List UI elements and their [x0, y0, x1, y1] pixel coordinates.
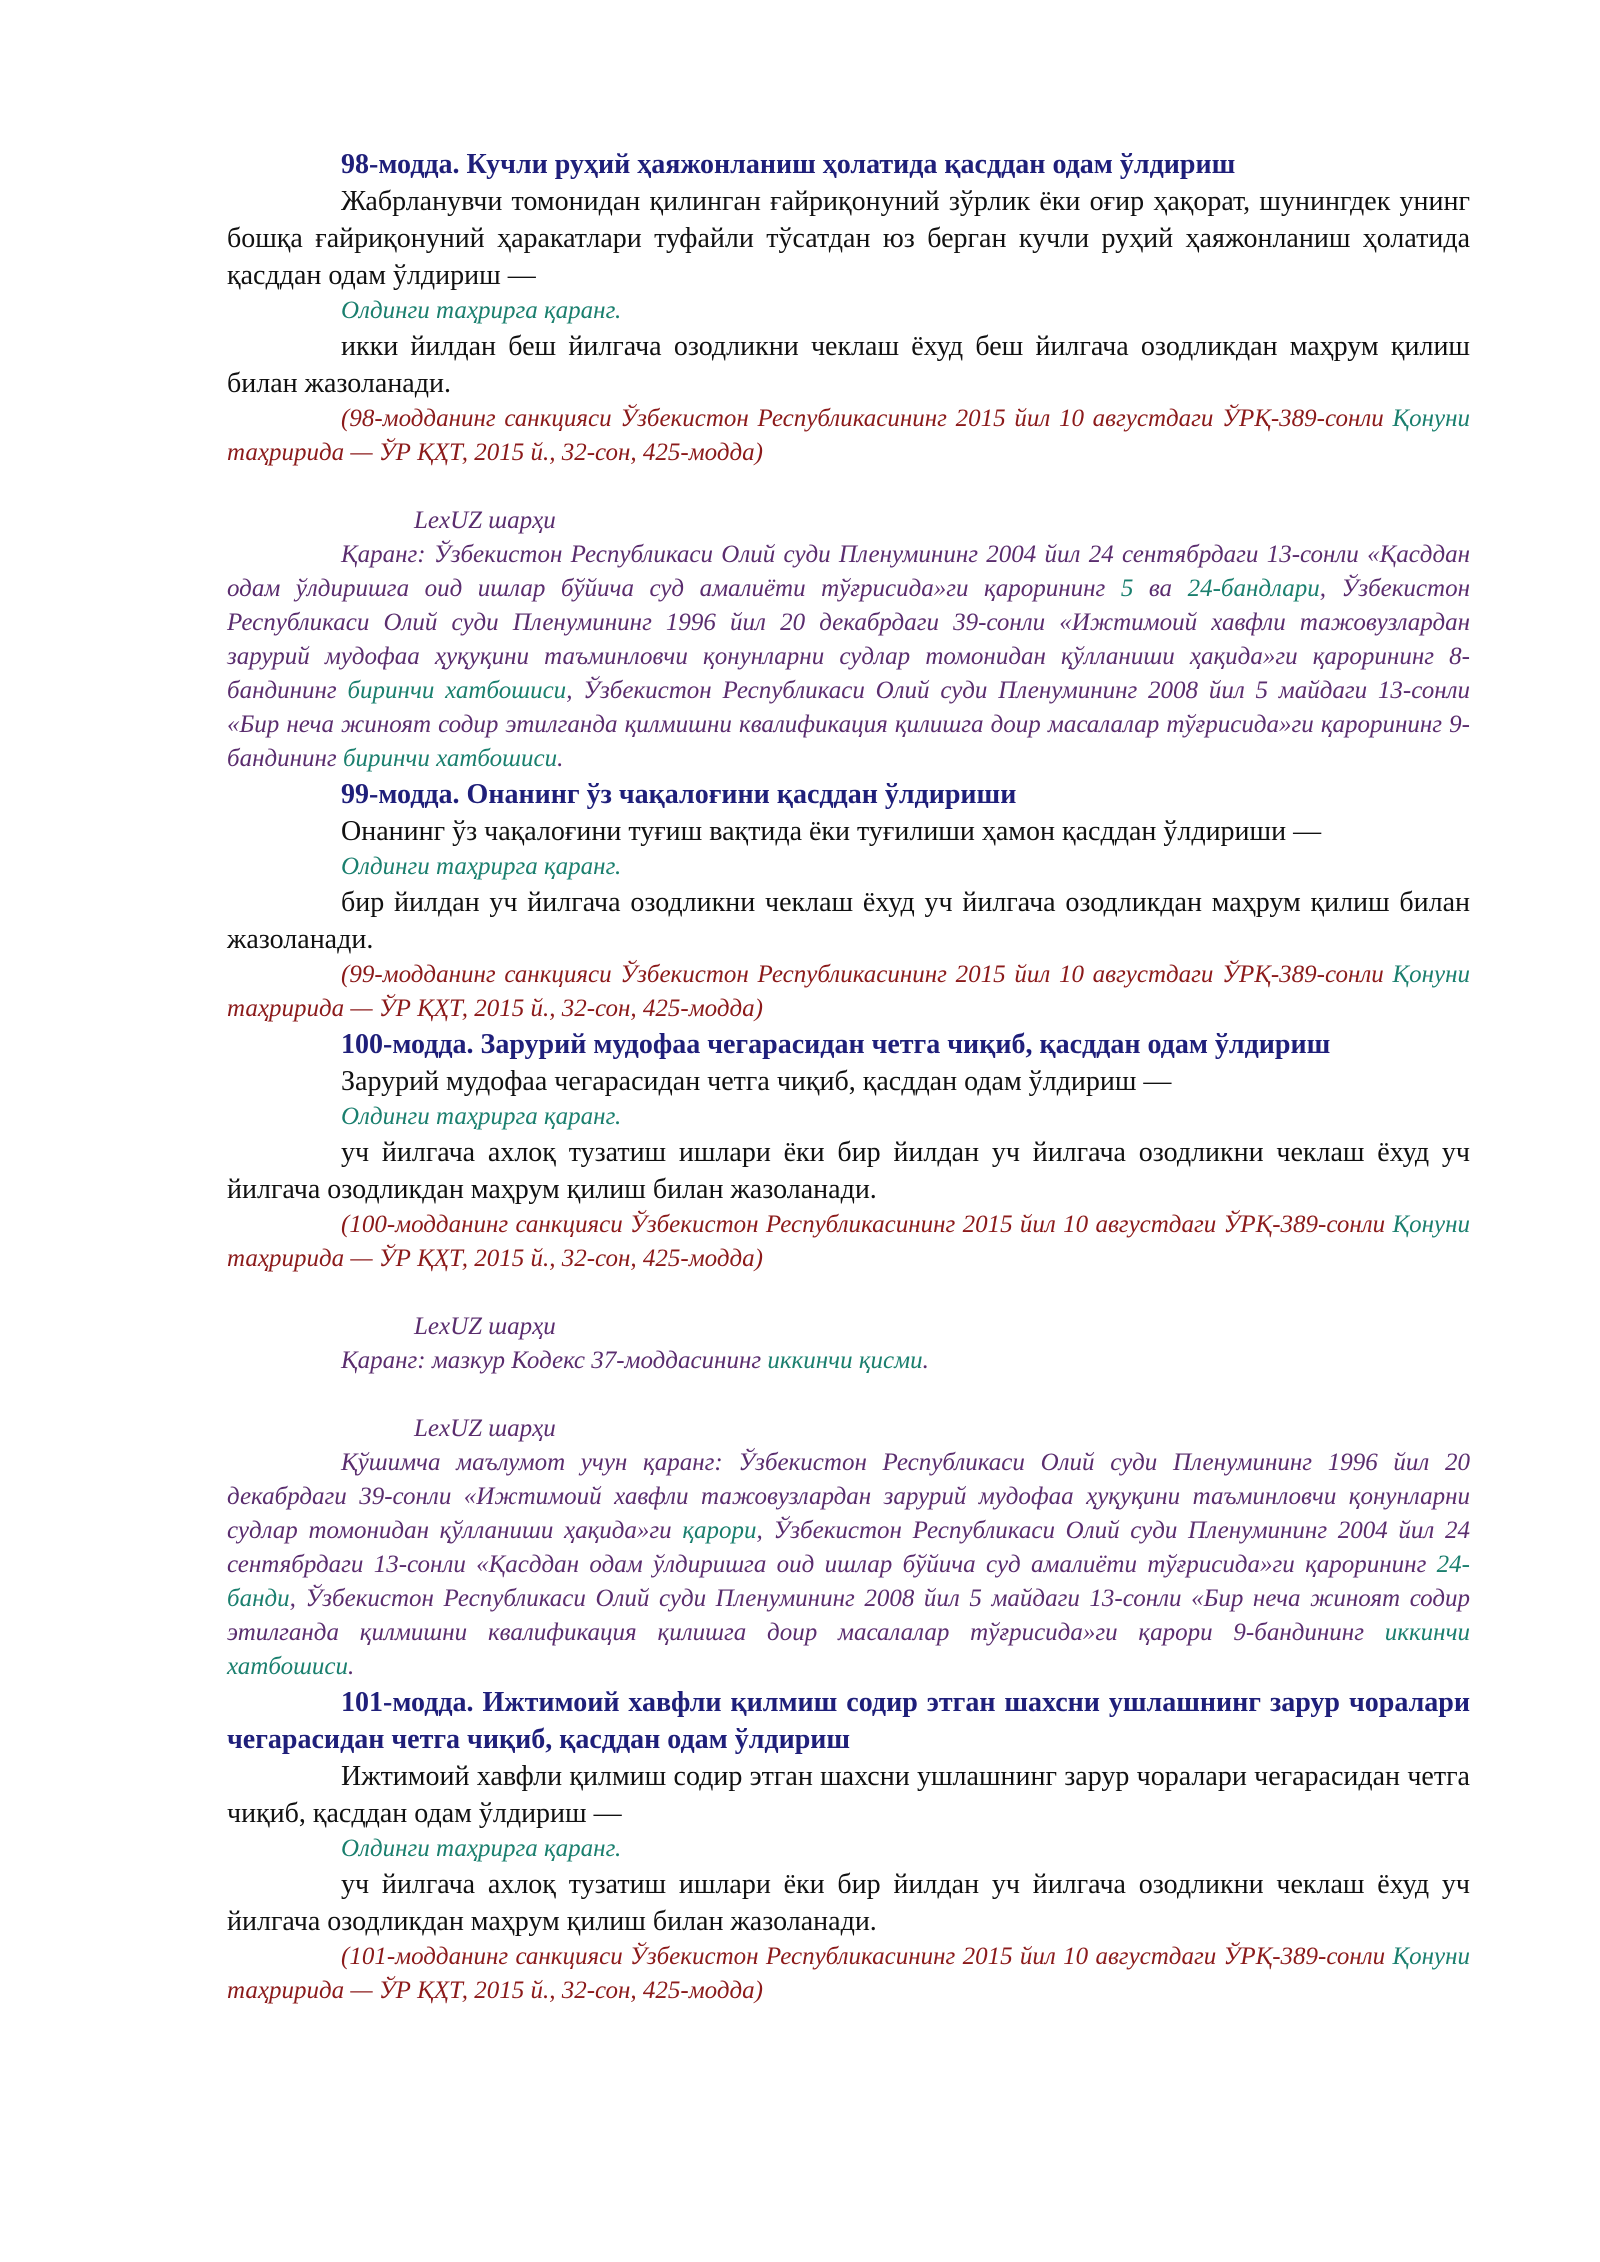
- document-page: [227, 146, 1470, 2008]
- commentary-text: Қўшимча маълумот учун қаранг: Ўзбекистон Республикаси Олий суди Пленумининг 1996 йил 20 декабрдаги 39-сонли «Ижтимоий хавфли тажовузлардан зарурий мудофаа ҳуқуқини таъминловчи қонунларни судлар томонидан қўлланиши ҳақида»ги: [227, 1449, 1470, 1544]
- lexuz-commentary-text: [227, 1446, 1470, 1684]
- commentary-text: .: [348, 1653, 355, 1680]
- article-98-sanction-source: [227, 402, 1470, 470]
- article-99-sanction-source: [227, 958, 1470, 1026]
- article-98-previous-edition-link[interactable]: Олдинги таҳрирга қаранг.: [341, 297, 622, 324]
- lexuz-commentary-title: LexUZ шарҳи: [414, 1313, 556, 1340]
- article-101-title: 101-модда. Ижтимоий хавфли қилмиш содир этган шахсни ушлашнинг зарур чоралари чегарасидан четга чиқиб, қасддан одам ўлдириш: [227, 1687, 1470, 1755]
- commentary-text: Қаранг: мазкур Кодекс 37-моддасининг: [341, 1347, 768, 1374]
- article-98-penalty: икки йилдан беш йилгача озодликни чеклаш ёхуд беш йилгача озодликдан маҳрум қилиш билан жазоланади.: [227, 331, 1470, 399]
- commentary-link[interactable]: биринчи хатбошиси: [347, 677, 567, 704]
- commentary-text: .: [922, 1347, 929, 1374]
- article-99-previous-edition-link[interactable]: Олдинги таҳрирга қаранг.: [341, 853, 622, 880]
- article-99-text: Онанинг ўз чақалоғини туғиш вақтида ёки туғилиши ҳамон қасддан ўлдириши —: [341, 816, 1322, 847]
- commentary-link[interactable]: иккинчи хатбошиси: [227, 1619, 1470, 1680]
- article-100-previous-edition-link[interactable]: Олдинги таҳрирга қаранг.: [341, 1103, 622, 1130]
- article-101-sanction-source: [227, 1940, 1470, 2008]
- lexuz-commentary-title: LexUZ шарҳи: [414, 507, 556, 534]
- commentary-link[interactable]: 5: [1120, 575, 1134, 602]
- article-99-title: 99-модда. Онанинг ўз чақалоғини қасддан ўлдириши: [341, 779, 1017, 810]
- law-link[interactable]: Қонуни: [1392, 1943, 1470, 1970]
- commentary-text: , Ўзбекистон Республикаси Олий суди Пленумининг 2004 йил 24 сентябрдаги 13-сонли «Қасддан одам ўлдиришга оид ишлар бўйича суд амалиёти тўғрисида»ги қарорининг: [227, 1517, 1470, 1578]
- lexuz-commentary-text: [227, 538, 1470, 776]
- law-link[interactable]: Қонуни: [1392, 405, 1470, 432]
- commentary-link[interactable]: биринчи хатбошиси: [342, 745, 558, 772]
- commentary-link[interactable]: иккинчи қисми: [767, 1347, 923, 1374]
- commentary-link[interactable]: 24-бандлари: [1187, 575, 1320, 602]
- source-text: (100-модданинг санкцияси Ўзбекистон Республикасининг 2015 йил 10 августдаги ЎРҚ-389-сонли: [341, 1211, 1393, 1238]
- article-100-text: Зарурий мудофаа чегарасидан четга чиқиб, қасддан одам ўлдириш —: [341, 1066, 1172, 1097]
- commentary-link[interactable]: қарори: [682, 1517, 757, 1544]
- article-100-sanction-source: [227, 1208, 1470, 1276]
- commentary-text: Қаранг: Ўзбекистон Республикаси Олий суди Пленумининг 2004 йил 24 сентябрдаги 13-сонли «Қасддан одам ўлдиришга оид ишлар бўйича суд амалиёти тўғрисида»ги қарорининг: [227, 541, 1470, 602]
- law-link[interactable]: Қонуни: [1392, 1211, 1470, 1238]
- article-98-title: 98-модда. Кучли руҳий ҳаяжонланиш ҳолатида қасддан одам ўлдириш: [341, 149, 1236, 180]
- source-text: (98-модданинг санкцияси Ўзбекистон Республикасининг 2015 йил 10 августдаги ЎРҚ-389-сонли: [341, 405, 1393, 432]
- article-100-title: 100-модда. Зарурий мудофаа чегарасидан четга чиқиб, қасддан одам ўлдириш: [341, 1029, 1331, 1060]
- source-text: таҳририда — ЎР ҚҲТ, 2015 й., 32-сон, 425-модда): [227, 995, 763, 1022]
- article-101-previous-edition-link[interactable]: Олдинги таҳрирга қаранг.: [341, 1835, 622, 1862]
- commentary-text: , Ўзбекистон Республикаси Олий суди Пленумининг 2008 йил 5 майдаги 13-сонли «Бир неча жиноят содир этилганда қилмишни квалификация қилишга доир масалалар тўғрисида»ги қарорининг 9-бандининг: [227, 677, 1471, 772]
- commentary-text: ва: [1133, 575, 1188, 602]
- commentary-text: .: [557, 745, 564, 772]
- article-98-text: Жабрланувчи томонидан қилинган ғайриқонуний зўрлик ёки оғир ҳақорат, шунингдек унинг бошқа ғайриқонуний ҳаракатлари туфайли тўсатдан юз берган кучли руҳий ҳаяжонланиш ҳолатида қасддан одам ўлдириш —: [227, 186, 1470, 291]
- law-link[interactable]: Қонуни: [1392, 961, 1470, 988]
- source-text: таҳририда — ЎР ҚҲТ, 2015 й., 32-сон, 425-модда): [227, 1245, 763, 1272]
- source-text: таҳририда — ЎР ҚҲТ, 2015 й., 32-сон, 425-модда): [227, 1977, 763, 2004]
- lexuz-commentary-title: LexUZ шарҳи: [414, 1415, 556, 1442]
- commentary-text: , Ўзбекистон Республикаси Олий суди Пленумининг 1996 йил 20 декабрдаги 39-сонли «Ижтимоий хавфли тажовузлардан зарурий мудофаа ҳуқуқини таъминловчи қонунларни судлар томонидан қўлланиши ҳақида»ги қарорининг 8-бандининг: [227, 575, 1470, 704]
- lexuz-commentary-text: [227, 1344, 1470, 1378]
- article-101-text: Ижтимоий хавфли қилмиш содир этган шахсни ушлашнинг зарур чоралари чегарасидан четга чиқиб, қасддан одам ўлдириш —: [227, 1761, 1470, 1829]
- article-100-penalty: уч йилгача ахлоқ тузатиш ишлари ёки бир йилдан уч йилгача озодликни чеклаш ёхуд уч йилгача озодликдан маҳрум қилиш билан жазоланади.: [227, 1137, 1470, 1205]
- article-101-penalty: уч йилгача ахлоқ тузатиш ишлари ёки бир йилдан уч йилгача озодликни чеклаш ёхуд уч йилгача озодликдан маҳрум қилиш билан жазоланади.: [227, 1869, 1470, 1937]
- source-text: таҳририда — ЎР ҚҲТ, 2015 й., 32-сон, 425-модда): [227, 439, 763, 466]
- source-text: (99-модданинг санкцияси Ўзбекистон Республикасининг 2015 йил 10 августдаги ЎРҚ-389-сонли: [341, 961, 1393, 988]
- commentary-link[interactable]: 24-банди: [227, 1551, 1470, 1612]
- source-text: (101-модданинг санкцияси Ўзбекистон Республикасининг 2015 йил 10 августдаги ЎРҚ-389-сонли: [341, 1943, 1393, 1970]
- commentary-text: , Ўзбекистон Республикаси Олий суди Пленумининг 2008 йил 5 майдаги 13-сонли «Бир неча жиноят содир этилганда қилмишни квалификация қилишга доир масалалар тўғрисида»ги қарори 9-бандининг: [227, 1585, 1470, 1646]
- article-99-penalty: бир йилдан уч йилгача озодликни чеклаш ёхуд уч йилгача озодликдан маҳрум қилиш билан жазоланади.: [227, 887, 1470, 955]
